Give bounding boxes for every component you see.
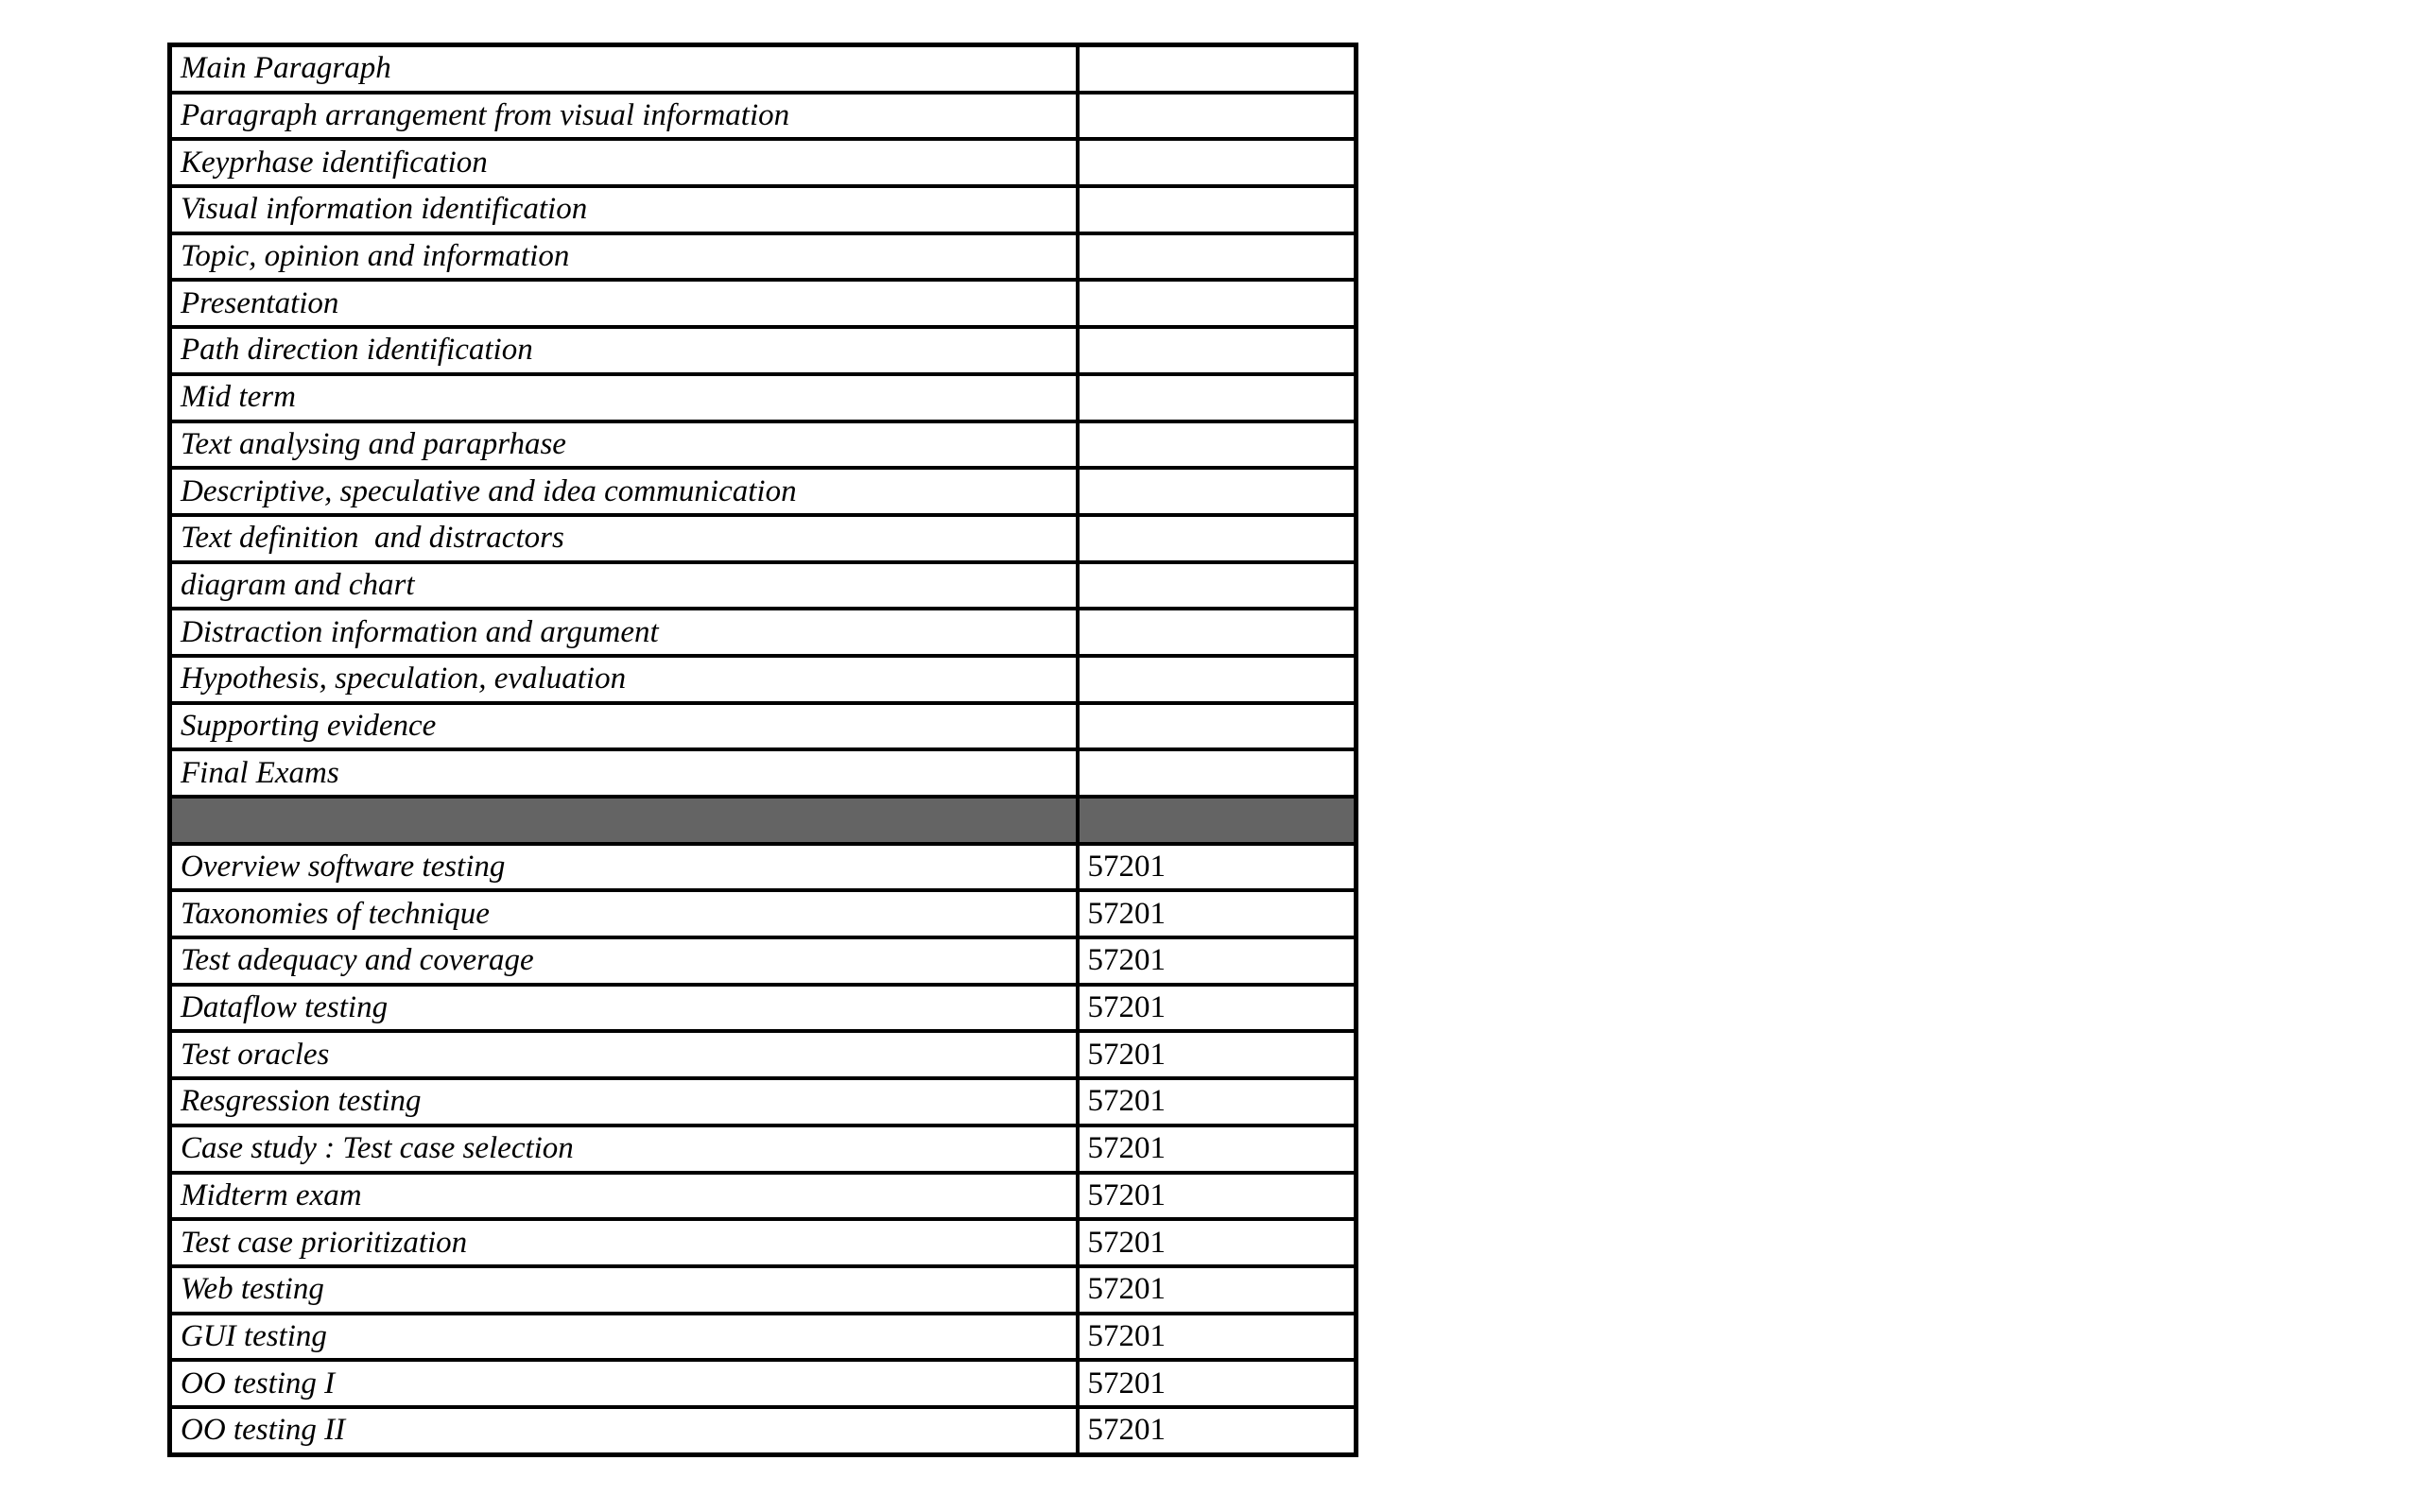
topic-cell: Text analysing and paraprhase bbox=[170, 421, 1078, 469]
table-row bbox=[170, 139, 1357, 186]
table-row bbox=[170, 233, 1357, 281]
topic-cell: Topic, opinion and information bbox=[170, 233, 1078, 281]
code-cell: 57201 bbox=[1078, 985, 1357, 1032]
table-row bbox=[170, 656, 1357, 703]
code-cell bbox=[1078, 515, 1357, 562]
topic-cell: Case study : Test case selection bbox=[170, 1125, 1078, 1173]
table-row bbox=[170, 1219, 1357, 1266]
code-cell: 57201 bbox=[1078, 1266, 1357, 1314]
table-row bbox=[170, 1266, 1357, 1314]
code-cell bbox=[1078, 609, 1357, 656]
separator-row bbox=[170, 797, 1357, 844]
topic-cell: Supporting evidence bbox=[170, 703, 1078, 750]
code-cell: 57201 bbox=[1078, 1314, 1357, 1361]
code-cell bbox=[1078, 280, 1357, 327]
table-row bbox=[170, 1360, 1357, 1407]
code-cell: 57201 bbox=[1078, 1407, 1357, 1454]
table-row bbox=[170, 1078, 1357, 1125]
table-row bbox=[170, 1407, 1357, 1454]
table-row bbox=[170, 1125, 1357, 1173]
code-cell bbox=[1078, 327, 1357, 374]
code-cell bbox=[1078, 656, 1357, 703]
topic-cell: diagram and chart bbox=[170, 562, 1078, 610]
topic-cell: Text definition and distractors bbox=[170, 515, 1078, 562]
table-row bbox=[170, 93, 1357, 140]
table-row bbox=[170, 609, 1357, 656]
topic-cell: OO testing I bbox=[170, 1360, 1078, 1407]
topic-cell: Presentation bbox=[170, 280, 1078, 327]
table-row bbox=[170, 1031, 1357, 1078]
code-cell: 57201 bbox=[1078, 1360, 1357, 1407]
code-cell: 57201 bbox=[1078, 890, 1357, 937]
code-cell: 57201 bbox=[1078, 844, 1357, 891]
topic-cell: Mid term bbox=[170, 374, 1078, 421]
table-row bbox=[170, 890, 1357, 937]
table-row bbox=[170, 374, 1357, 421]
topic-cell: GUI testing bbox=[170, 1314, 1078, 1361]
topic-cell: Taxonomies of technique bbox=[170, 890, 1078, 937]
code-cell bbox=[1078, 421, 1357, 469]
table-row bbox=[170, 1314, 1357, 1361]
topic-cell: Paragraph arrangement from visual information bbox=[170, 93, 1078, 140]
table-row bbox=[170, 280, 1357, 327]
topic-cell: Visual information identification bbox=[170, 186, 1078, 233]
table-row bbox=[170, 1173, 1357, 1220]
table-row bbox=[170, 186, 1357, 233]
code-cell bbox=[1078, 186, 1357, 233]
topic-cell: Distraction information and argument bbox=[170, 609, 1078, 656]
table-row bbox=[170, 844, 1357, 891]
code-cell bbox=[1078, 703, 1357, 750]
table-row bbox=[170, 749, 1357, 797]
table-row bbox=[170, 45, 1357, 93]
code-cell: 57201 bbox=[1078, 937, 1357, 985]
table-row bbox=[170, 327, 1357, 374]
code-cell bbox=[1078, 797, 1357, 844]
topic-cell: Midterm exam bbox=[170, 1173, 1078, 1220]
topic-cell: Keyprhase identification bbox=[170, 139, 1078, 186]
topic-cell: Test adequacy and coverage bbox=[170, 937, 1078, 985]
code-cell bbox=[1078, 374, 1357, 421]
code-cell: 57201 bbox=[1078, 1125, 1357, 1173]
table-row bbox=[170, 421, 1357, 469]
topic-cell: Final Exams bbox=[170, 749, 1078, 797]
code-cell bbox=[1078, 93, 1357, 140]
code-cell bbox=[1078, 233, 1357, 281]
topic-cell: Dataflow testing bbox=[170, 985, 1078, 1032]
topic-cell: Main Paragraph bbox=[170, 45, 1078, 93]
topic-cell bbox=[170, 797, 1078, 844]
table-row bbox=[170, 703, 1357, 750]
code-cell bbox=[1078, 749, 1357, 797]
code-cell bbox=[1078, 45, 1357, 93]
code-cell bbox=[1078, 562, 1357, 610]
table-row bbox=[170, 937, 1357, 985]
course-schedule-table bbox=[167, 43, 1358, 1457]
code-cell: 57201 bbox=[1078, 1219, 1357, 1266]
topic-cell: Test oracles bbox=[170, 1031, 1078, 1078]
topic-cell: Overview software testing bbox=[170, 844, 1078, 891]
topic-cell: Web testing bbox=[170, 1266, 1078, 1314]
table-row bbox=[170, 562, 1357, 610]
topic-cell: Descriptive, speculative and idea communication bbox=[170, 468, 1078, 515]
topic-cell: Path direction identification bbox=[170, 327, 1078, 374]
table-body bbox=[170, 45, 1357, 1455]
table-row bbox=[170, 985, 1357, 1032]
table-row bbox=[170, 468, 1357, 515]
topic-cell: OO testing II bbox=[170, 1407, 1078, 1454]
table-row bbox=[170, 515, 1357, 562]
code-cell: 57201 bbox=[1078, 1031, 1357, 1078]
topic-cell: Test case prioritization bbox=[170, 1219, 1078, 1266]
topic-cell: Hypothesis, speculation, evaluation bbox=[170, 656, 1078, 703]
code-cell bbox=[1078, 139, 1357, 186]
topic-cell: Resgression testing bbox=[170, 1078, 1078, 1125]
code-cell bbox=[1078, 468, 1357, 515]
code-cell: 57201 bbox=[1078, 1078, 1357, 1125]
code-cell: 57201 bbox=[1078, 1173, 1357, 1220]
